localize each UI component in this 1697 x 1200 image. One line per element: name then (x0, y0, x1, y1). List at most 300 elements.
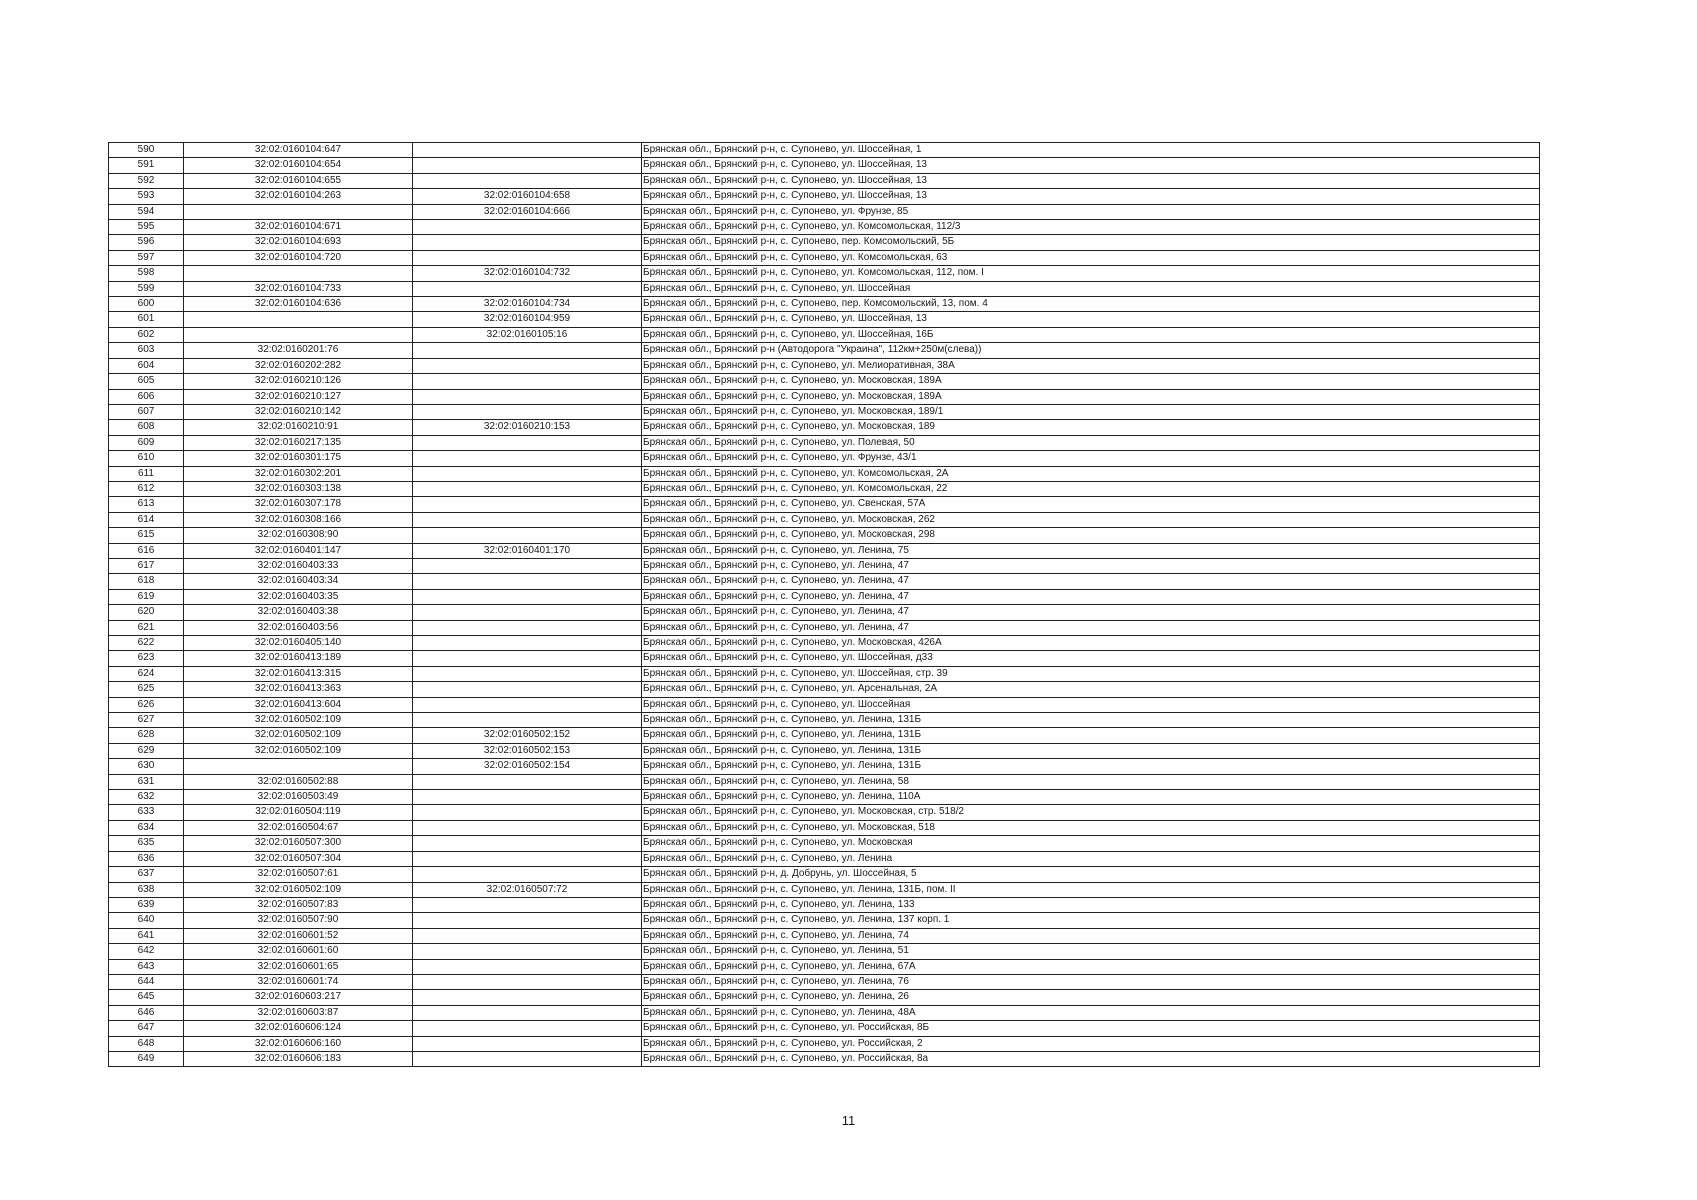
address-cell: Брянская обл., Брянский р-н, с. Супонево, ул. Шоссейная, д33 (642, 651, 1540, 666)
cadastral-number-cell: 32:02:0160210:127 (184, 389, 413, 404)
table-row (109, 774, 1540, 789)
table-row (109, 867, 1540, 882)
related-cadastral-number-cell (413, 944, 642, 959)
related-cadastral-number-cell (413, 158, 642, 173)
row-number-cell: 607 (109, 404, 184, 419)
cadastral-number-cell: 32:02:0160308:90 (184, 528, 413, 543)
table-row (109, 974, 1540, 989)
address-cell: Брянская обл., Брянский р-н, с. Супонево, ул. Московская, 262 (642, 512, 1540, 527)
related-cadastral-number-cell (413, 790, 642, 805)
cadastral-number-cell: 32:02:0160413:315 (184, 666, 413, 681)
address-cell: Брянская обл., Брянский р-н, с. Супонево, ул. Ленина, 131Б, пом. II (642, 882, 1540, 897)
table-row (109, 913, 1540, 928)
cadastral-number-cell: 32:02:0160504:119 (184, 805, 413, 820)
related-cadastral-number-cell (413, 389, 642, 404)
address-cell: Брянская обл., Брянский р-н, с. Супонево, ул. Комсомольская, 112/3 (642, 220, 1540, 235)
row-number-cell: 597 (109, 250, 184, 265)
related-cadastral-number-cell (413, 481, 642, 496)
address-cell: Брянская обл., Брянский р-н (Автодорога "Украина", 112км+250м(слева)) (642, 343, 1540, 358)
row-number-cell: 625 (109, 682, 184, 697)
row-number-cell: 623 (109, 651, 184, 666)
address-cell: Брянская обл., Брянский р-н, с. Супонево, ул. Мелиоративная, 38А (642, 358, 1540, 373)
related-cadastral-number-cell (413, 682, 642, 697)
address-cell: Брянская обл., Брянский р-н, с. Супонево, ул. Московская, 189/1 (642, 404, 1540, 419)
table-row (109, 404, 1540, 419)
table-row (109, 944, 1540, 959)
row-number-cell: 614 (109, 512, 184, 527)
row-number-cell: 608 (109, 420, 184, 435)
address-cell: Брянская обл., Брянский р-н, с. Супонево, ул. Ленина, 67А (642, 959, 1540, 974)
related-cadastral-number-cell (413, 651, 642, 666)
related-cadastral-number-cell (413, 959, 642, 974)
cadastral-number-cell: 32:02:0160104:636 (184, 297, 413, 312)
address-cell: Брянская обл., Брянский р-н, с. Супонево, ул. Ленина, 47 (642, 605, 1540, 620)
table-row (109, 420, 1540, 435)
row-number-cell: 617 (109, 558, 184, 573)
related-cadastral-number-cell: 32:02:0160104:732 (413, 266, 642, 281)
address-cell: Брянская обл., Брянский р-н, с. Супонево, ул. Московская, 518 (642, 820, 1540, 835)
table-row (109, 759, 1540, 774)
related-cadastral-number-cell (413, 250, 642, 265)
row-number-cell: 630 (109, 759, 184, 774)
cadastral-number-cell: 32:02:0160104:654 (184, 158, 413, 173)
address-cell: Брянская обл., Брянский р-н, с. Супонево, ул. Московская, 426А (642, 636, 1540, 651)
related-cadastral-number-cell (413, 620, 642, 635)
cadastral-number-cell: 32:02:0160502:109 (184, 713, 413, 728)
cadastral-number-cell: 32:02:0160507:61 (184, 867, 413, 882)
cadastral-number-cell: 32:02:0160307:178 (184, 497, 413, 512)
address-cell: Брянская обл., Брянский р-н, с. Супонево, ул. Ленина, 131Б (642, 743, 1540, 758)
cadastral-number-cell: 32:02:0160104:655 (184, 173, 413, 188)
related-cadastral-number-cell (413, 358, 642, 373)
table-row (109, 374, 1540, 389)
table-row (109, 143, 1540, 158)
table-row (109, 173, 1540, 188)
row-number-cell: 598 (109, 266, 184, 281)
table-row (109, 882, 1540, 897)
table-row (109, 1051, 1540, 1066)
table-row (109, 651, 1540, 666)
related-cadastral-number-cell (413, 1021, 642, 1036)
address-cell: Брянская обл., Брянский р-н, с. Супонево, ул. Шоссейная, стр. 39 (642, 666, 1540, 681)
table-row (109, 820, 1540, 835)
table-row (109, 605, 1540, 620)
address-cell: Брянская обл., Брянский р-н, с. Супонево, ул. Ленина, 131Б (642, 728, 1540, 743)
table-row (109, 204, 1540, 219)
row-number-cell: 600 (109, 297, 184, 312)
cadastral-number-cell: 32:02:0160507:90 (184, 913, 413, 928)
row-number-cell: 604 (109, 358, 184, 373)
table-row (109, 666, 1540, 681)
related-cadastral-number-cell (413, 1051, 642, 1066)
table-row (109, 528, 1540, 543)
table-row (109, 266, 1540, 281)
address-cell: Брянская обл., Брянский р-н, с. Супонево, ул. Российская, 2 (642, 1036, 1540, 1051)
related-cadastral-number-cell (413, 528, 642, 543)
related-cadastral-number-cell: 32:02:0160401:170 (413, 543, 642, 558)
row-number-cell: 606 (109, 389, 184, 404)
cadastral-number-cell: 32:02:0160104:671 (184, 220, 413, 235)
row-number-cell: 618 (109, 574, 184, 589)
table-row (109, 312, 1540, 327)
table-row (109, 543, 1540, 558)
table-row (109, 220, 1540, 235)
table-row (109, 682, 1540, 697)
cadastral-number-cell: 32:02:0160606:160 (184, 1036, 413, 1051)
cadastral-number-cell: 32:02:0160302:201 (184, 466, 413, 481)
row-number-cell: 595 (109, 220, 184, 235)
cadastral-number-cell: 32:02:0160606:183 (184, 1051, 413, 1066)
table-row (109, 327, 1540, 342)
cadastral-number-cell: 32:02:0160502:88 (184, 774, 413, 789)
cadastral-number-cell: 32:02:0160104:263 (184, 189, 413, 204)
row-number-cell: 627 (109, 713, 184, 728)
table-row (109, 790, 1540, 805)
row-number-cell: 636 (109, 851, 184, 866)
address-cell: Брянская обл., Брянский р-н, с. Супонево, пер. Комсомольский, 13, пом. 4 (642, 297, 1540, 312)
address-cell: Брянская обл., Брянский р-н, с. Супонево, ул. Ленина, 47 (642, 620, 1540, 635)
row-number-cell: 591 (109, 158, 184, 173)
row-number-cell: 610 (109, 451, 184, 466)
cadastral-number-cell (184, 759, 413, 774)
address-cell: Брянская обл., Брянский р-н, с. Супонево, ул. Шоссейная, 13 (642, 189, 1540, 204)
address-cell: Брянская обл., Брянский р-н, с. Супонево, ул. Ленина, 75 (642, 543, 1540, 558)
cadastral-number-cell: 32:02:0160603:87 (184, 1005, 413, 1020)
address-cell: Брянская обл., Брянский р-н, с. Супонево, ул. Комсомольская, 112, пом. I (642, 266, 1540, 281)
row-number-cell: 637 (109, 867, 184, 882)
address-cell: Брянская обл., Брянский р-н, с. Супонево, ул. Шоссейная, 13 (642, 173, 1540, 188)
row-number-cell: 643 (109, 959, 184, 974)
related-cadastral-number-cell (413, 143, 642, 158)
address-cell: Брянская обл., Брянский р-н, с. Супонево, ул. Шоссейная (642, 697, 1540, 712)
cadastral-number-cell (184, 312, 413, 327)
address-cell: Брянская обл., Брянский р-н, с. Супонево, ул. Ленина, 47 (642, 589, 1540, 604)
table-row (109, 297, 1540, 312)
related-cadastral-number-cell (413, 867, 642, 882)
table-row (109, 497, 1540, 512)
table-row (109, 836, 1540, 851)
row-number-cell: 634 (109, 820, 184, 835)
address-cell: Брянская обл., Брянский р-н, с. Супонево, ул. Российская, 8Б (642, 1021, 1540, 1036)
table-row (109, 1036, 1540, 1051)
cadastral-number-cell: 32:02:0160413:604 (184, 697, 413, 712)
row-number-cell: 602 (109, 327, 184, 342)
cadastral-number-cell: 32:02:0160502:109 (184, 882, 413, 897)
address-cell: Брянская обл., Брянский р-н, с. Супонево, ул. Арсенальная, 2А (642, 682, 1540, 697)
table-row (109, 512, 1540, 527)
row-number-cell: 605 (109, 374, 184, 389)
cadastral-number-cell: 32:02:0160401:147 (184, 543, 413, 558)
address-cell: Брянская обл., Брянский р-н, с. Супонево, ул. Ленина, 47 (642, 574, 1540, 589)
cadastral-number-cell: 32:02:0160405:140 (184, 636, 413, 651)
address-cell: Брянская обл., Брянский р-н, с. Супонево, ул. Московская, 189А (642, 374, 1540, 389)
table-row (109, 558, 1540, 573)
table-row (109, 343, 1540, 358)
related-cadastral-number-cell: 32:02:0160105:16 (413, 327, 642, 342)
related-cadastral-number-cell: 32:02:0160502:154 (413, 759, 642, 774)
row-number-cell: 620 (109, 605, 184, 620)
row-number-cell: 628 (109, 728, 184, 743)
cadastral-number-cell: 32:02:0160507:83 (184, 897, 413, 912)
row-number-cell: 615 (109, 528, 184, 543)
table-row (109, 851, 1540, 866)
address-cell: Брянская обл., Брянский р-н, с. Супонево, ул. Московская (642, 836, 1540, 851)
address-cell: Брянская обл., Брянский р-н, с. Супонево, ул. Ленина, 131Б (642, 759, 1540, 774)
table-row (109, 713, 1540, 728)
row-number-cell: 629 (109, 743, 184, 758)
table-row (109, 1021, 1540, 1036)
address-cell: Брянская обл., Брянский р-н, с. Супонево, ул. Московская, стр. 518/2 (642, 805, 1540, 820)
related-cadastral-number-cell (413, 466, 642, 481)
cadastral-number-cell (184, 266, 413, 281)
related-cadastral-number-cell (413, 928, 642, 943)
address-cell: Брянская обл., Брянский р-н, с. Супонево, ул. Московская, 189 (642, 420, 1540, 435)
cadastral-number-cell: 32:02:0160210:142 (184, 404, 413, 419)
related-cadastral-number-cell (413, 343, 642, 358)
row-number-cell: 648 (109, 1036, 184, 1051)
row-number-cell: 639 (109, 897, 184, 912)
table-row (109, 481, 1540, 496)
address-cell: Брянская обл., Брянский р-н, с. Супонево, ул. Московская, 189А (642, 389, 1540, 404)
address-cell: Брянская обл., Брянский р-н, с. Супонево, ул. Московская, 298 (642, 528, 1540, 543)
related-cadastral-number-cell (413, 666, 642, 681)
cadastral-number-cell: 32:02:0160503:49 (184, 790, 413, 805)
related-cadastral-number-cell (413, 836, 642, 851)
table-row (109, 158, 1540, 173)
related-cadastral-number-cell (413, 589, 642, 604)
related-cadastral-number-cell (413, 913, 642, 928)
related-cadastral-number-cell (413, 851, 642, 866)
related-cadastral-number-cell: 32:02:0160104:959 (413, 312, 642, 327)
cadastral-number-cell: 32:02:0160413:189 (184, 651, 413, 666)
related-cadastral-number-cell: 32:02:0160210:153 (413, 420, 642, 435)
cadastral-number-cell: 32:02:0160104:733 (184, 281, 413, 296)
cadastral-number-cell: 32:02:0160301:175 (184, 451, 413, 466)
table-row (109, 728, 1540, 743)
address-cell: Брянская обл., Брянский р-н, с. Супонево, ул. Ленина, 74 (642, 928, 1540, 943)
table-row (109, 897, 1540, 912)
address-cell: Брянская обл., Брянский р-н, с. Супонево, ул. Ленина, 133 (642, 897, 1540, 912)
related-cadastral-number-cell (413, 497, 642, 512)
table-row (109, 389, 1540, 404)
row-number-cell: 613 (109, 497, 184, 512)
table-row (109, 281, 1540, 296)
related-cadastral-number-cell (413, 774, 642, 789)
address-cell: Брянская обл., Брянский р-н, с. Супонево, ул. Ленина, 76 (642, 974, 1540, 989)
related-cadastral-number-cell (413, 220, 642, 235)
related-cadastral-number-cell (413, 574, 642, 589)
row-number-cell: 599 (109, 281, 184, 296)
address-cell: Брянская обл., Брянский р-н, с. Супонево, пер. Комсомольский, 5Б (642, 235, 1540, 250)
table-row (109, 805, 1540, 820)
cadastral-number-cell: 32:02:0160403:56 (184, 620, 413, 635)
related-cadastral-number-cell (413, 451, 642, 466)
address-cell: Брянская обл., Брянский р-н, с. Супонево, ул. Ленина (642, 851, 1540, 866)
cadastral-number-cell: 32:02:0160413:363 (184, 682, 413, 697)
address-cell: Брянская обл., Брянский р-н, с. Супонево, ул. Комсомольская, 63 (642, 250, 1540, 265)
related-cadastral-number-cell (413, 281, 642, 296)
related-cadastral-number-cell (413, 805, 642, 820)
cadastral-number-cell (184, 204, 413, 219)
table-row (109, 451, 1540, 466)
cadastral-number-cell: 32:02:0160403:38 (184, 605, 413, 620)
cadastral-number-cell: 32:02:0160601:52 (184, 928, 413, 943)
table-row (109, 636, 1540, 651)
address-cell: Брянская обл., Брянский р-н, с. Супонево, ул. Шоссейная (642, 281, 1540, 296)
row-number-cell: 611 (109, 466, 184, 481)
cadastral-number-cell: 32:02:0160217:135 (184, 435, 413, 450)
address-cell: Брянская обл., Брянский р-н, с. Супонево, ул. Российская, 8а (642, 1051, 1540, 1066)
address-cell: Брянская обл., Брянский р-н, с. Супонево, ул. Комсомольская, 22 (642, 481, 1540, 496)
address-cell: Брянская обл., Брянский р-н, с. Супонево, ул. Ленина, 47 (642, 558, 1540, 573)
row-number-cell: 641 (109, 928, 184, 943)
cadastral-number-cell: 32:02:0160303:138 (184, 481, 413, 496)
row-number-cell: 594 (109, 204, 184, 219)
cadastral-number-cell: 32:02:0160601:60 (184, 944, 413, 959)
table-row (109, 250, 1540, 265)
registry-table (108, 142, 1540, 1067)
cadastral-number-cell: 32:02:0160308:166 (184, 512, 413, 527)
row-number-cell: 645 (109, 990, 184, 1005)
row-number-cell: 640 (109, 913, 184, 928)
cadastral-number-cell: 32:02:0160201:76 (184, 343, 413, 358)
row-number-cell: 593 (109, 189, 184, 204)
address-cell: Брянская обл., Брянский р-н, с. Супонево, ул. Ленина, 58 (642, 774, 1540, 789)
table-row (109, 959, 1540, 974)
cadastral-number-cell: 32:02:0160104:720 (184, 250, 413, 265)
address-cell: Брянская обл., Брянский р-н, с. Супонево, ул. Ленина, 51 (642, 944, 1540, 959)
related-cadastral-number-cell (413, 897, 642, 912)
related-cadastral-number-cell: 32:02:0160507:72 (413, 882, 642, 897)
cadastral-number-cell: 32:02:0160104:647 (184, 143, 413, 158)
table-row (109, 466, 1540, 481)
row-number-cell: 596 (109, 235, 184, 250)
row-number-cell: 646 (109, 1005, 184, 1020)
related-cadastral-number-cell: 32:02:0160104:734 (413, 297, 642, 312)
table-row (109, 1005, 1540, 1020)
address-cell: Брянская обл., Брянский р-н, с. Супонево, ул. Ленина, 48А (642, 1005, 1540, 1020)
row-number-cell: 590 (109, 143, 184, 158)
row-number-cell: 647 (109, 1021, 184, 1036)
row-number-cell: 626 (109, 697, 184, 712)
related-cadastral-number-cell (413, 235, 642, 250)
related-cadastral-number-cell (413, 697, 642, 712)
table-row (109, 990, 1540, 1005)
cadastral-number-cell: 32:02:0160507:304 (184, 851, 413, 866)
table-row (109, 589, 1540, 604)
address-cell: Брянская обл., Брянский р-н, д. Добрунь, ул. Шоссейная, 5 (642, 867, 1540, 882)
related-cadastral-number-cell (413, 820, 642, 835)
cadastral-number-cell: 32:02:0160202:282 (184, 358, 413, 373)
cadastral-number-cell: 32:02:0160403:35 (184, 589, 413, 604)
address-cell: Брянская обл., Брянский р-н, с. Супонево, ул. Свенская, 57А (642, 497, 1540, 512)
address-cell: Брянская обл., Брянский р-н, с. Супонево, ул. Ленина, 110А (642, 790, 1540, 805)
address-cell: Брянская обл., Брянский р-н, с. Супонево, ул. Ленина, 131Б (642, 713, 1540, 728)
cadastral-number-cell: 32:02:0160603:217 (184, 990, 413, 1005)
cadastral-number-cell: 32:02:0160502:109 (184, 743, 413, 758)
address-cell: Брянская обл., Брянский р-н, с. Супонево, ул. Ленина, 137 корп. 1 (642, 913, 1540, 928)
related-cadastral-number-cell (413, 558, 642, 573)
address-cell: Брянская обл., Брянский р-н, с. Супонево, ул. Шоссейная, 1 (642, 143, 1540, 158)
address-cell: Брянская обл., Брянский р-н, с. Супонево, ул. Шоссейная, 16Б (642, 327, 1540, 342)
address-cell: Брянская обл., Брянский р-н, с. Супонево, ул. Ленина, 26 (642, 990, 1540, 1005)
related-cadastral-number-cell (413, 990, 642, 1005)
table-row (109, 743, 1540, 758)
cadastral-number-cell: 32:02:0160210:91 (184, 420, 413, 435)
cadastral-number-cell: 32:02:0160403:33 (184, 558, 413, 573)
related-cadastral-number-cell (413, 1036, 642, 1051)
row-number-cell: 619 (109, 589, 184, 604)
table-row (109, 435, 1540, 450)
table-row (109, 235, 1540, 250)
related-cadastral-number-cell: 32:02:0160502:152 (413, 728, 642, 743)
table-row (109, 189, 1540, 204)
row-number-cell: 649 (109, 1051, 184, 1066)
cadastral-number-cell (184, 327, 413, 342)
related-cadastral-number-cell (413, 974, 642, 989)
cadastral-number-cell: 32:02:0160507:300 (184, 836, 413, 851)
row-number-cell: 635 (109, 836, 184, 851)
address-cell: Брянская обл., Брянский р-н, с. Супонево, ул. Комсомольская, 2А (642, 466, 1540, 481)
cadastral-number-cell: 32:02:0160606:124 (184, 1021, 413, 1036)
cadastral-number-cell: 32:02:0160403:34 (184, 574, 413, 589)
related-cadastral-number-cell (413, 1005, 642, 1020)
related-cadastral-number-cell (413, 713, 642, 728)
registry-table-body (109, 143, 1540, 1067)
row-number-cell: 638 (109, 882, 184, 897)
row-number-cell: 633 (109, 805, 184, 820)
related-cadastral-number-cell (413, 374, 642, 389)
address-cell: Брянская обл., Брянский р-н, с. Супонево, ул. Шоссейная, 13 (642, 312, 1540, 327)
related-cadastral-number-cell (413, 173, 642, 188)
row-number-cell: 601 (109, 312, 184, 327)
address-cell: Брянская обл., Брянский р-н, с. Супонево, ул. Фрунзе, 85 (642, 204, 1540, 219)
row-number-cell: 621 (109, 620, 184, 635)
table-row (109, 697, 1540, 712)
row-number-cell: 644 (109, 974, 184, 989)
cadastral-number-cell: 32:02:0160601:65 (184, 959, 413, 974)
row-number-cell: 631 (109, 774, 184, 789)
table-row (109, 358, 1540, 373)
row-number-cell: 609 (109, 435, 184, 450)
cadastral-number-cell: 32:02:0160104:693 (184, 235, 413, 250)
related-cadastral-number-cell (413, 636, 642, 651)
cadastral-number-cell: 32:02:0160601:74 (184, 974, 413, 989)
address-cell: Брянская обл., Брянский р-н, с. Супонево, ул. Фрунзе, 43/1 (642, 451, 1540, 466)
row-number-cell: 632 (109, 790, 184, 805)
address-cell: Брянская обл., Брянский р-н, с. Супонево, ул. Шоссейная, 13 (642, 158, 1540, 173)
row-number-cell: 622 (109, 636, 184, 651)
cadastral-number-cell: 32:02:0160504:67 (184, 820, 413, 835)
page-number: 11 (841, 1113, 856, 1128)
related-cadastral-number-cell: 32:02:0160502:153 (413, 743, 642, 758)
cadastral-number-cell: 32:02:0160502:109 (184, 728, 413, 743)
row-number-cell: 616 (109, 543, 184, 558)
related-cadastral-number-cell: 32:02:0160104:658 (413, 189, 642, 204)
related-cadastral-number-cell (413, 512, 642, 527)
row-number-cell: 592 (109, 173, 184, 188)
row-number-cell: 624 (109, 666, 184, 681)
related-cadastral-number-cell (413, 605, 642, 620)
address-cell: Брянская обл., Брянский р-н, с. Супонево, ул. Полевая, 50 (642, 435, 1540, 450)
table-row (109, 574, 1540, 589)
row-number-cell: 603 (109, 343, 184, 358)
related-cadastral-number-cell (413, 404, 642, 419)
row-number-cell: 612 (109, 481, 184, 496)
table-row (109, 620, 1540, 635)
cadastral-number-cell: 32:02:0160210:126 (184, 374, 413, 389)
row-number-cell: 642 (109, 944, 184, 959)
